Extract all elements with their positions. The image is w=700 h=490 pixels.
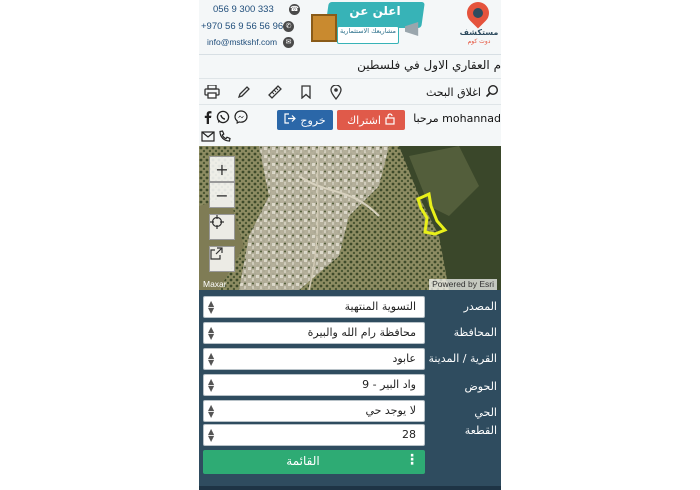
subscribe-button[interactable] [337,110,405,130]
zoom-out-button[interactable]: − [209,182,235,208]
governorate-row [199,320,501,346]
site-logo[interactable] [457,2,501,50]
locate-icon[interactable] [209,214,235,240]
neighborhood-label: الحي [474,406,497,419]
lock-icon [385,113,395,128]
phone-number-2: +970 56 9 56 56 96 [201,20,284,32]
basin-label: الحوض [464,380,497,393]
location-pin-icon[interactable] [327,83,345,101]
contact-email[interactable] [207,35,292,49]
ad-subtitle: مشاريعك الاستثمارية [337,26,399,44]
parcel-row [199,422,501,448]
header-banner [199,0,501,54]
governorate-value: محافظة رام الله والبيرة [307,326,416,339]
logout-icon [284,113,296,127]
source-label: المصدر [463,300,497,313]
village-value: عابود [392,352,416,365]
logout-label: خروج [300,113,326,127]
ad-title: اعلن عن [349,4,401,18]
village-label: القرية / المدينة [428,352,497,365]
marquee-text: م العقاري الاول في فلسطين [357,58,501,72]
location-pin-logo-icon [462,0,493,29]
parcel-value: 28 [402,428,416,441]
satellite-map[interactable] [199,146,501,290]
neighborhood-value: لا يوجد حي [365,404,416,417]
share-map-icon[interactable] [209,246,235,272]
gift-box-icon [311,14,337,42]
select-arrows-icon: ▲ ▼ [208,325,215,341]
ruler-icon[interactable] [266,83,284,101]
parcel-label: القطعة [464,424,497,437]
more-options-icon[interactable]: ⋮ [405,452,419,468]
email-icon: ✉ [283,37,294,48]
email-address: info@mstkshf.com [207,37,278,47]
bottom-bar [199,486,501,490]
phone-number-1: 056 9 300 333 [213,3,274,15]
basin-select[interactable] [203,374,425,396]
zoom-in-button[interactable]: + [209,156,235,182]
phone-call-icon[interactable] [217,129,231,143]
pencil-icon[interactable] [235,83,253,101]
basin-row [199,372,501,398]
mail-icon[interactable] [201,129,215,143]
select-arrows-icon: ▲ ▼ [208,299,215,315]
whatsapp-icon: ✆ [283,21,294,32]
logo-name: مستكشف [459,28,499,37]
news-marquee [199,54,501,78]
governorate-label: المحافظة [453,326,497,339]
app-window [199,0,501,490]
select-arrows-icon: ▲ ▼ [208,377,215,393]
close-search-button[interactable] [419,83,499,101]
powered-by-esri[interactable]: Powered by Esri [429,279,497,290]
governorate-select[interactable] [203,322,425,344]
search-icon [485,84,499,101]
close-search-label: اغلاق البحث [425,85,481,99]
logo-domain: دوت كوم [467,38,491,45]
welcome-text: مرحبا mohannad [413,112,501,125]
select-arrows-icon: ▲ ▼ [208,351,215,367]
messenger-icon[interactable] [234,110,248,124]
phone-icon: ☎ [289,4,300,15]
parcel-select[interactable] [203,424,425,446]
whatsapp-share-icon[interactable] [216,110,230,124]
neighborhood-row [199,398,501,424]
imagery-attribution: Maxar [203,279,227,289]
satellite-imagery [199,146,501,290]
list-button-label: القائمة [286,454,320,468]
printer-icon[interactable] [203,83,221,101]
parcel-search-form [199,290,501,490]
user-bar [199,104,501,146]
list-button[interactable] [203,450,425,474]
facebook-icon[interactable] [201,110,215,124]
subscribe-label: اشتراك [347,113,381,127]
bookmark-icon[interactable] [297,83,315,101]
village-select[interactable] [203,348,425,370]
neighborhood-select[interactable] [203,400,425,422]
source-select[interactable] [203,296,425,318]
logout-button[interactable] [277,110,333,130]
source-row [199,294,501,320]
source-value: التسوية المنتهية [344,300,416,313]
advertise-banner[interactable] [307,2,435,48]
contact-phone-2[interactable] [201,19,292,33]
village-row [199,346,501,372]
contact-phone-1[interactable] [213,2,299,16]
map-toolbar [199,78,501,104]
select-arrows-icon: ▲ ▼ [208,403,215,419]
select-arrows-icon: ▲ ▼ [208,427,215,443]
basin-value: واد البير - 9 [362,378,416,391]
